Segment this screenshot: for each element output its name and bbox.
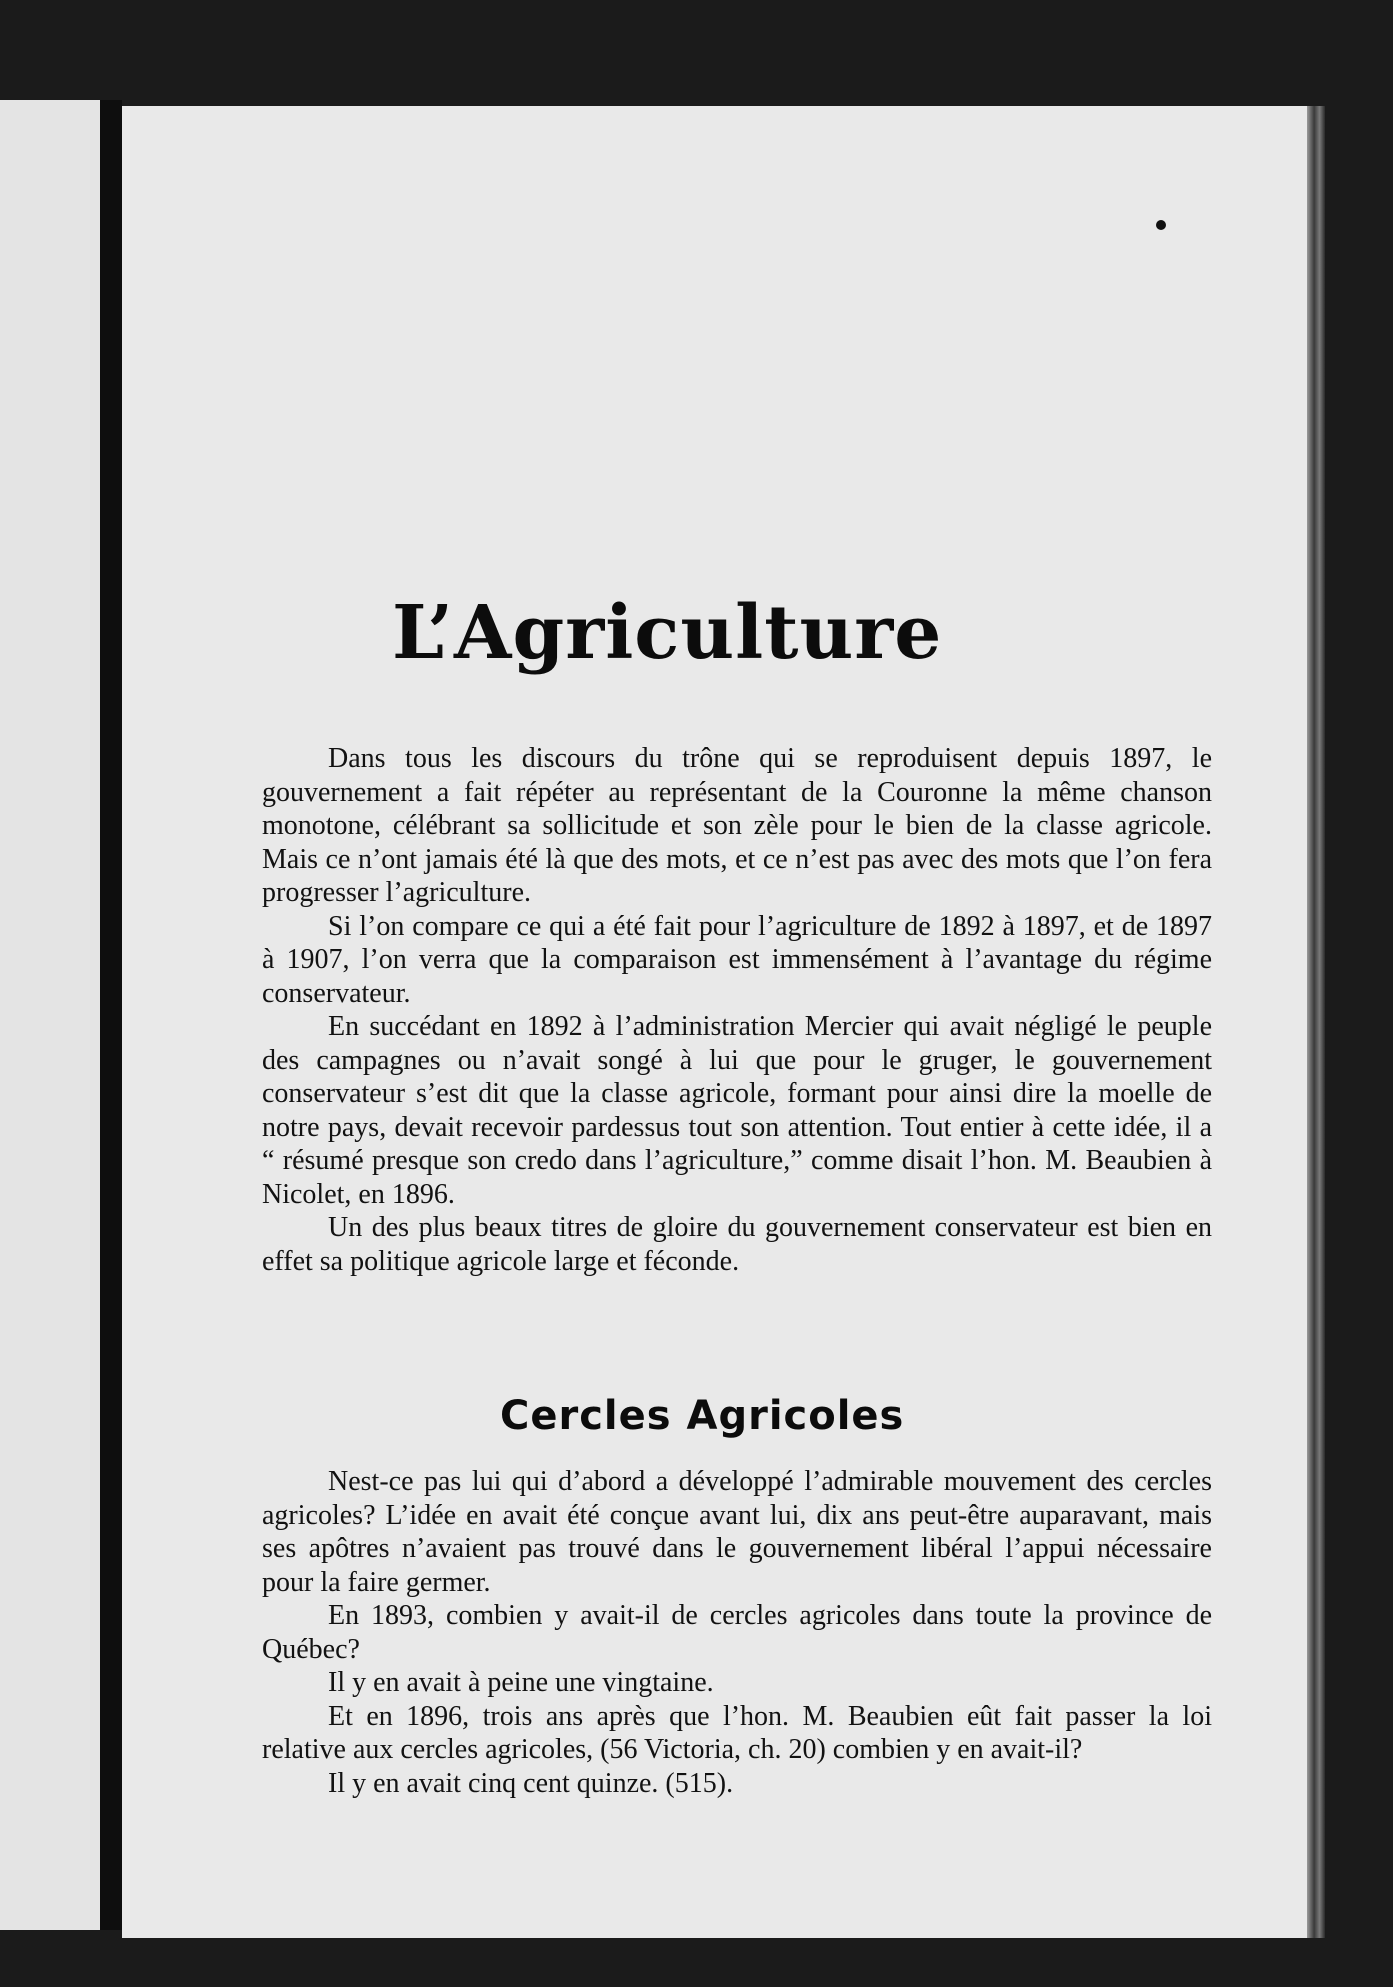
section-text xyxy=(262,1465,1212,1800)
adjacent-page-edge xyxy=(0,100,100,1930)
paragraph: Il y en avait à peine une vingtaine. xyxy=(328,1667,714,1698)
page-title: L’Agriculture xyxy=(392,590,943,676)
section-heading: Cercles Agricoles xyxy=(500,1393,905,1439)
book-gutter xyxy=(100,100,122,1930)
paragraph: En 1893, combien y avait-il de cercles agricoles dans toute la province de Québec? xyxy=(262,1600,1212,1665)
ink-speck xyxy=(1156,220,1166,230)
paragraph: Dans tous les discours du trône qui se reproduisent depuis 1897, le gouvernement a fait répéter au représentant de la Couronne la même chanson monotone, célébrant sa sollicitude et son zèle pour le bien de la classe agricole. Mais ce n’ont jamais été là que des mots, et ce n’est pas avec des mots que l’on fera progresser l’agriculture. xyxy=(262,743,1212,908)
paragraph: Il y en avait cinq cent quinze. (515). xyxy=(328,1767,734,1799)
paragraph: Et en 1896, trois ans après que l’hon. M. Beaubien eût fait passer la loi relative aux cercles agricoles, (56 Victoria, ch. 20) combien y en avait-il? xyxy=(262,1700,1212,1765)
page-edge-shadow xyxy=(1307,106,1325,1938)
paragraph: Si l’on compare ce qui a été fait pour l’agriculture de 1892 à 1897, et de 1897 à 1907, l’on verra que la comparaison est immensément à l’avantage du régime conservateur. xyxy=(262,910,1212,1009)
intro-text xyxy=(262,742,1212,1278)
paragraph: En succédant en 1892 à l’administration Mercier qui avait négligé le peuple des campagnes ou n’avait songé à lui que pour le gruger, le gouvernement conservateur s’est dit que la classe agricole, formant pour ainsi dire la moelle de notre pays, devait recevoir pardessus tout son attention. Tout entier à cette idée, il a “ résumé presque son credo dans l’agriculture,” comme disait l’hon. M. Beaubien à Nicolet, en 1896. xyxy=(262,1011,1212,1210)
paragraph: Nest-ce pas lui qui d’abord a développé l’admirable mouvement des cercles agricoles? L’idée en avait été conçue avant lui, dix ans peut-être auparavant, mais ses apôtres n’avaient pas trouvé dans le gouvernement libéral l’appui nécessaire pour la faire germer. xyxy=(262,1466,1212,1598)
paragraph: Un des plus beaux titres de gloire du gouvernement conservateur est bien en effet sa politique agricole large et féconde. xyxy=(262,1212,1212,1277)
